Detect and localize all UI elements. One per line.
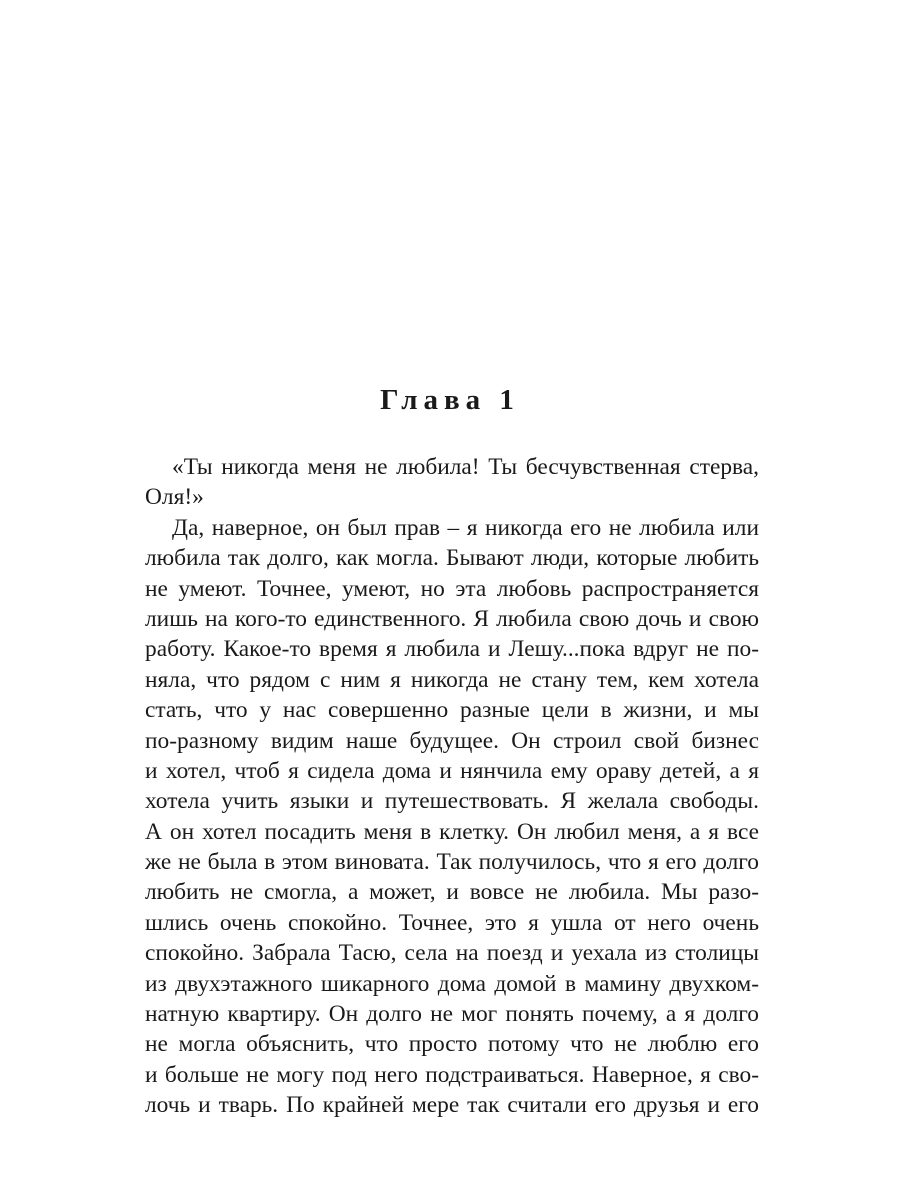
text-line: шлись очень спокойно. Точнее, это я ушла от него очень [145, 909, 759, 936]
text-line: няла, что рядом с ним я никогда не стану тем, кем хотела [145, 666, 759, 693]
text-line: и больше не могу под него подстраиваться. Наверное, я сво- [145, 1061, 759, 1088]
paragraph-2 [145, 513, 759, 1121]
text-line: лочь и тварь. По крайней мере так считали его друзья и его [145, 1092, 759, 1119]
text-line: не умеют. Точнее, умеют, но эта любовь распространяется [145, 575, 759, 602]
text-line: работу. Какое-то время я любила и Лешу...пока вдруг не по- [145, 636, 759, 663]
text-line: любить не смогла, а может, и вовсе не любила. Мы разо- [145, 879, 759, 906]
text-line: любила так долго, как могла. Бывают люди, которые любить [145, 545, 759, 572]
text-line: по-разному видим наше будущее. Он строил свой бизнес [145, 727, 759, 754]
text-line: А он хотел посадить меня в клетку. Он любил меня, а я все [145, 818, 759, 845]
text-line: хотела учить языки и путешествовать. Я желала свободы. [145, 788, 759, 815]
text-line: и хотел, чтоб я сидела дома и нянчила ему ораву детей, а я [145, 757, 759, 784]
text-line: «Ты никогда меня не любила! Ты бесчувственная стерва, [172, 454, 759, 480]
chapter-title: Глава 1 [380, 384, 520, 416]
paragraph-1 [145, 452, 759, 513]
text-line: лишь на кого-то единственного. Я любила свою дочь и свою [145, 605, 759, 632]
text-line: Оля!» [145, 484, 204, 511]
text-line: не могла объяснить, что просто потому что не люблю его [145, 1031, 759, 1058]
text-line: натную квартиру. Он долго не мог понять почему, а я долго [145, 1001, 759, 1028]
text-line: стать, что у нас совершенно разные цели в жизни, и мы [145, 697, 759, 724]
chapter-body [145, 452, 759, 1121]
text-line: же не была в этом виновата. Так получилось, что я его долго [145, 849, 759, 876]
text-line: спокойно. Забрала Тасю, села на поезд и уехала из столицы [145, 940, 759, 967]
text-line: из двухэтажного шикарного дома домой в мамину двухком- [145, 970, 759, 997]
text-line: Да, наверное, он был прав – я никогда его не любила или [172, 514, 759, 541]
